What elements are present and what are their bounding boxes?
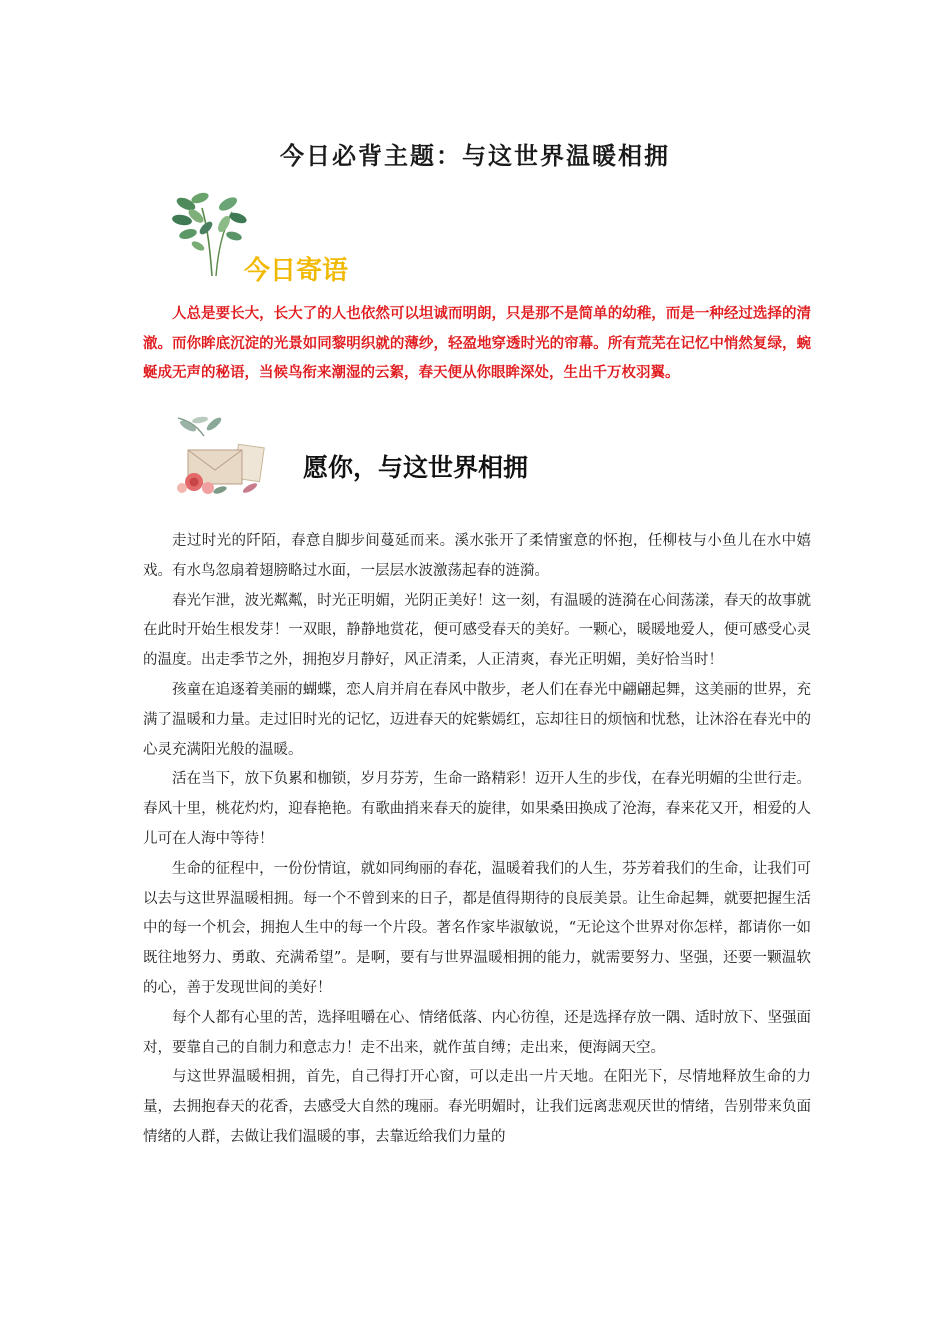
paragraph: 与这世界温暖相拥，首先，自己得打开心窗，可以走出一片天地。在阳光下，尽情地释放生命的力量，去拥抱春天的花香，去感受大自然的瑰丽。春光明媚时，让我们远离悲观厌世的情绪，告别带来负面情绪的人群，去做让我们温暖的事，去靠近给我们力量的 xyxy=(143,1069,811,1145)
paragraph: 春光乍泄，波光粼粼，时光正明媚，光阴正美好！这一刻，有温暖的涟漪在心间荡漾，春天的故事就在此时开始生根发芽！一双眼，静静地赏花，便可感受春天的美好。一颗心，暖暖地爱人，便可感受心灵的温度。出走季节之外，拥抱岁月静好，风正清柔，人正清爽，春光正明媚，美好恰当时！ xyxy=(143,592,811,669)
paragraph: 生命的征程中，一份份情谊，就如同绚丽的春花，温暖着我们的人生，芬芳着我们的生命，让我们可以去与这世界温暖相拥。每一个不曾到来的日子，都是值得期待的良辰美景。让生命起舞，就要把握生活中的每一个机会，拥抱人生中的每一个片段。著名作家毕淑敏说，“无论这个世界对你怎样，都请你一如既往地努力、勇敢、充满希望”。是啊，要有与世界温暖相拥的能力，就需要努力、坚强，还要一颗温软的心，善于发现世间的美好！ xyxy=(143,860,811,996)
paragraph: 走过时光的阡陌，春意自脚步间蔓延而来。溪水张开了柔情蜜意的怀抱，任柳枝与小鱼儿在水中嬉戏。有水鸟忽扇着翅膀略过水面，一层层水波激荡起春的涟漪。 xyxy=(143,533,811,579)
paragraph: 每个人都有心里的苦，选择咀嚼在心、情绪低落、内心彷徨，还是选择存放一隅、适时放下、坚强面对，要靠自己的自制力和意志力！走不出来，就作茧自缚；走出来，便海阔天空。 xyxy=(143,1009,811,1056)
envelope-flowers-icon xyxy=(174,416,266,500)
paragraph: 活在当下，放下负累和枷锁，岁月芬芳，生命一路精彩！迈开人生的步伐，在春光明媚的尘世行走。春风十里，桃花灼灼，迎春艳艳。有歌曲捎来春天的旋律，如果桑田换成了沧海，春来花又开，相爱的人儿可在人海中等待！ xyxy=(143,771,811,847)
leaf-branch-icon xyxy=(172,190,250,276)
paragraph: 孩童在追逐着美丽的蝴蝶，恋人肩并肩在春风中散步，老人们在春光中翩翩起舞，这美丽的世界，充满了温暖和力量。走过旧时光的记忆，迈进春天的姹紫嫣红，忘却往日的烦恼和忧愁，让沐浴在春光中的心灵充满阳光般的温暖。 xyxy=(143,681,811,758)
article-body xyxy=(143,527,811,1153)
daily-motto-text: 人总是要长大，长大了的人也依然可以坦诚而明朗，只是那不是简单的幼稚，而是一种经过选择的清澈。而你眸底沉淀的光景如同黎明织就的薄纱，轻盈地穿透时光的帘幕。所有荒芜在记忆中悄然复绿，蜿蜒成无声的秘语，当候鸟衔来潮湿的云絮，春天便从你眼眸深处，生出千万枚羽翼。 xyxy=(143,306,811,381)
section-heading-embrace: 愿你，与这世界相拥 xyxy=(303,453,529,482)
page-title: 今日必背主题：与这世界温暖相拥 xyxy=(280,141,670,170)
section-heading-motto: 今日寄语 xyxy=(244,256,349,286)
